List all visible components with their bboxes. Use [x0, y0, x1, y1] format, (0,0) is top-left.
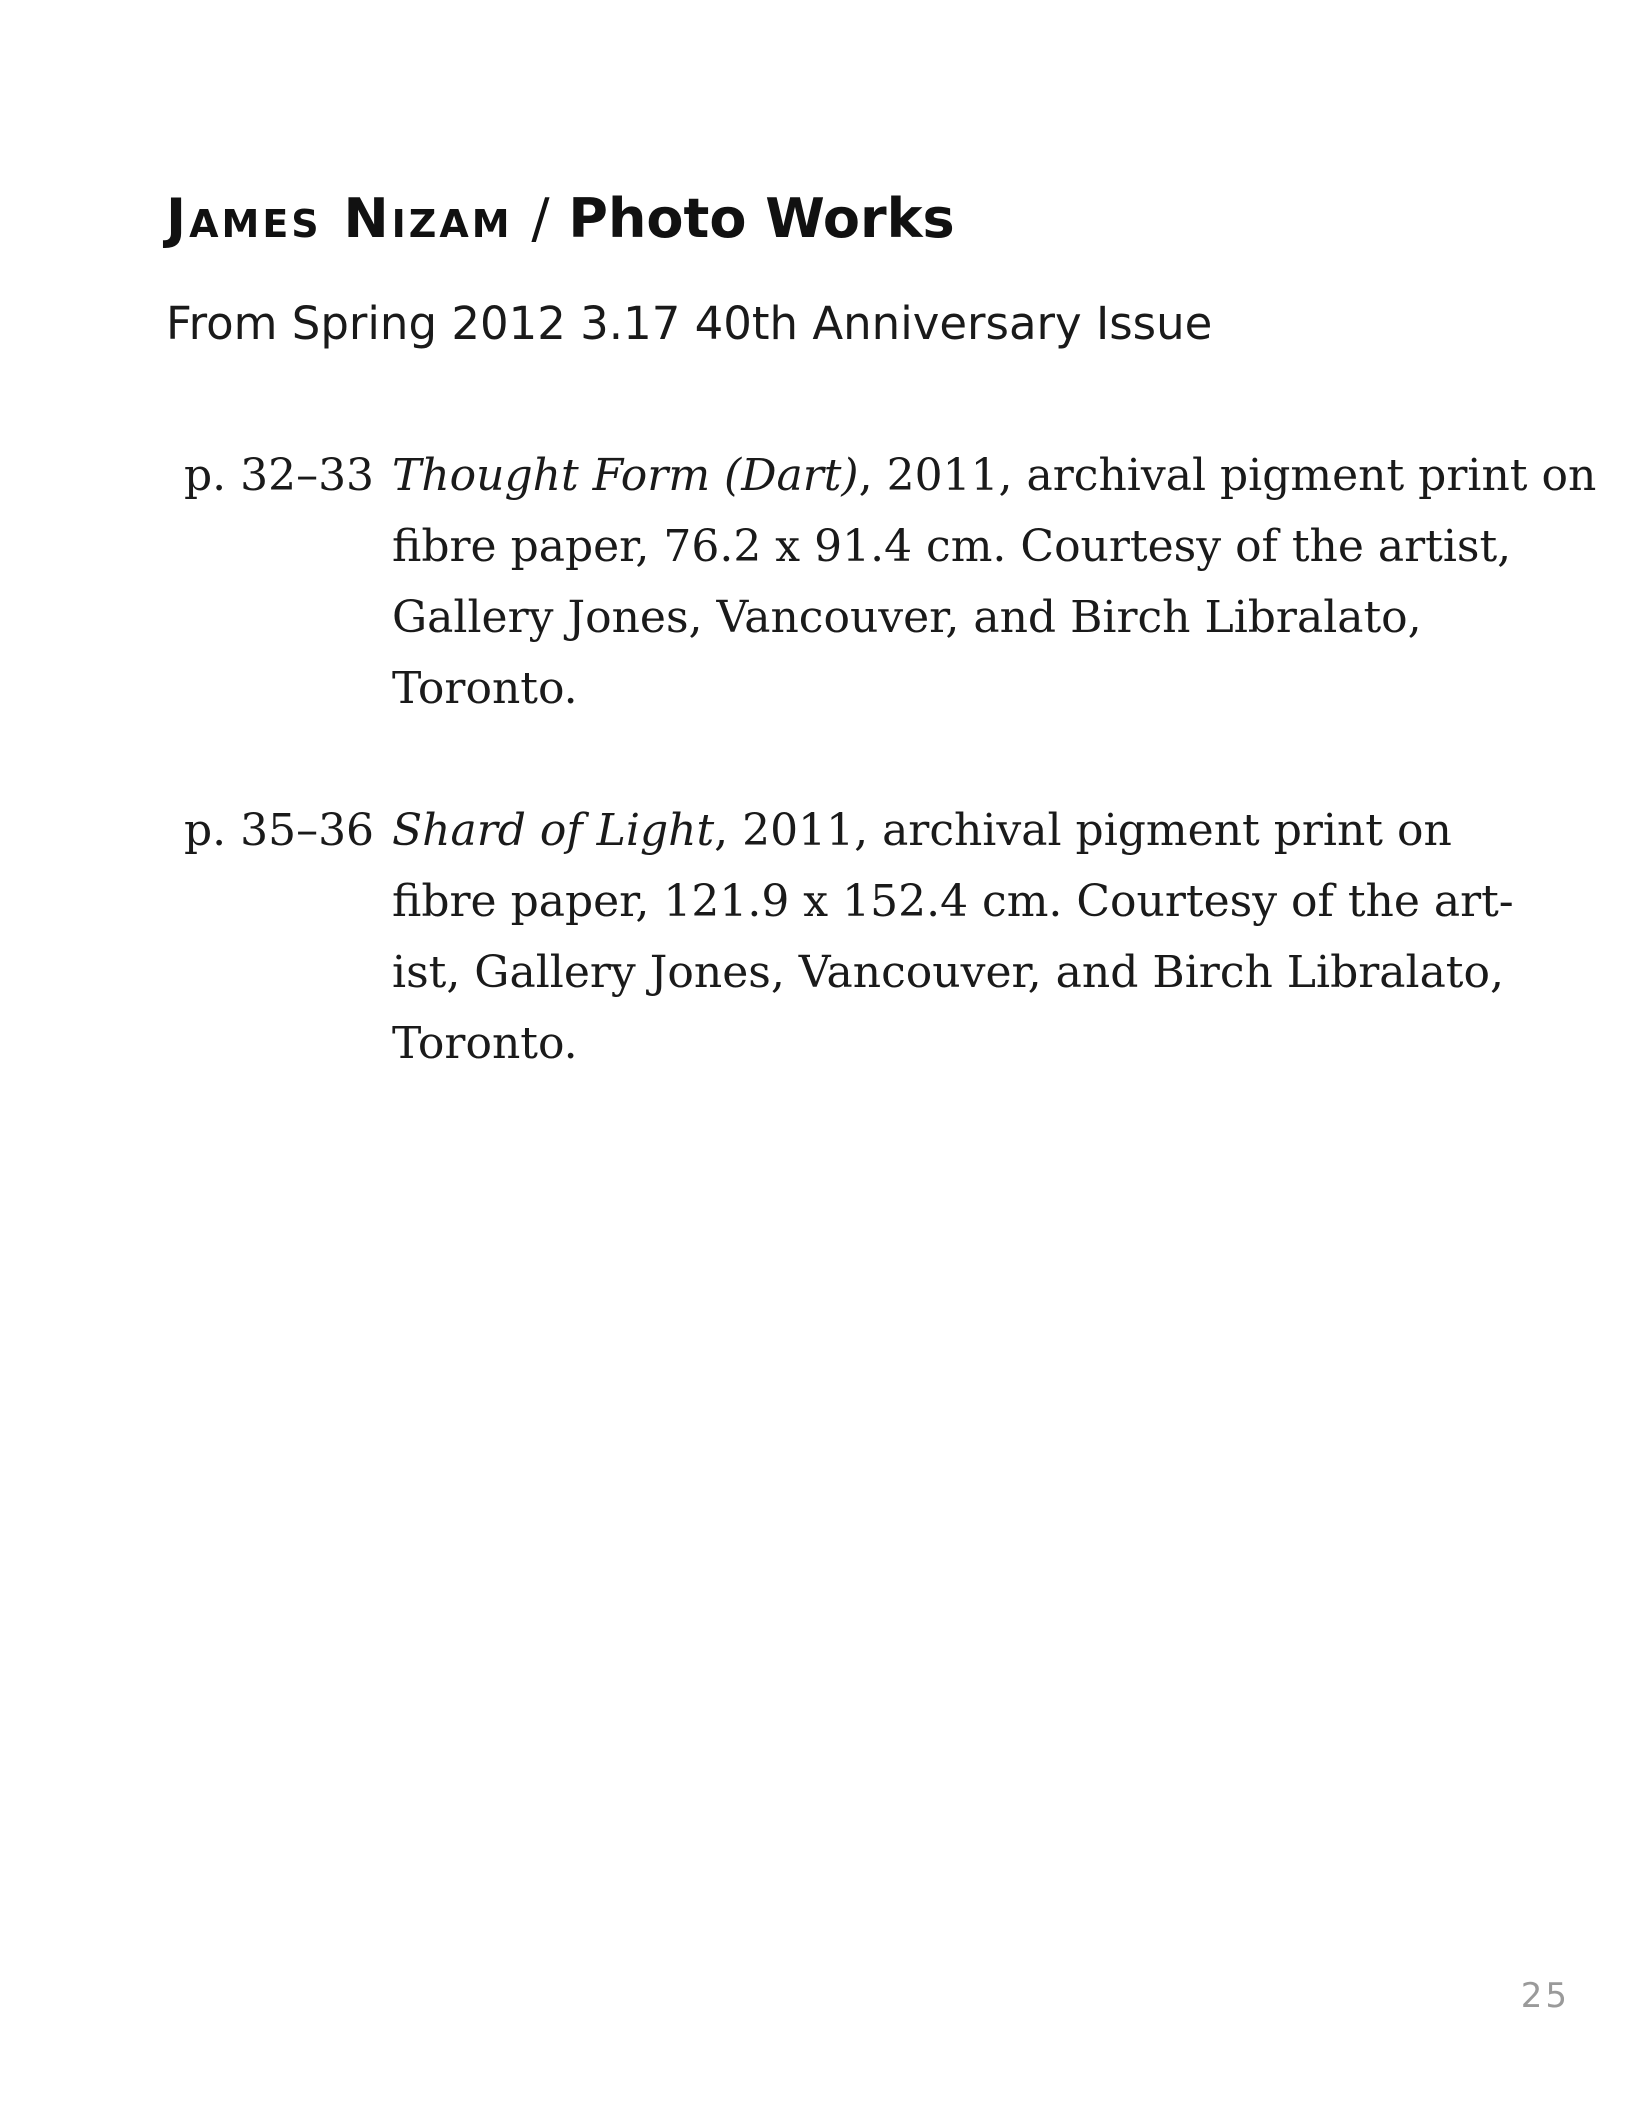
caption-line: Gallery Jones, Vancouver, and Birch Libralato, — [392, 592, 1422, 643]
page-heading — [166, 183, 955, 255]
page-range: p. 32–33 — [183, 450, 375, 501]
credit-caption — [392, 795, 1514, 1079]
caption-line: Toronto. — [392, 1018, 578, 1069]
caption-text: , 2011, archival pigment print on — [858, 450, 1597, 501]
page-range: p. 35–36 — [183, 805, 375, 856]
caption-line: fibre paper, 121.9 x 152.4 cm. Courtesy of the art- — [392, 876, 1514, 927]
artist-name: James Nizam — [166, 187, 513, 250]
caption-line: fibre paper, 76.2 x 91.4 cm. Courtesy of the artist, — [392, 521, 1512, 572]
caption-text: , 2011, archival pigment print on — [714, 805, 1452, 856]
artwork-title: Shard of Light — [392, 805, 715, 856]
image-credits — [166, 440, 1597, 1150]
artwork-title: Thought Form (Dart) — [392, 450, 859, 501]
heading-separator: / — [531, 187, 550, 250]
issue-subtitle: From Spring 2012 3.17 40th Anniversary Issue — [166, 297, 1213, 350]
section-title: Photo Works — [568, 187, 955, 250]
credit-entry — [166, 440, 1597, 724]
page-number: 25 — [1520, 1976, 1570, 2016]
caption-line — [392, 795, 1452, 866]
credit-entry — [166, 795, 1514, 1079]
caption-line: ist, Gallery Jones, Vancouver, and Birch Libralato, — [392, 947, 1504, 998]
credit-caption — [392, 440, 1597, 724]
caption-line: Toronto. — [392, 663, 578, 714]
caption-line — [392, 440, 1597, 511]
